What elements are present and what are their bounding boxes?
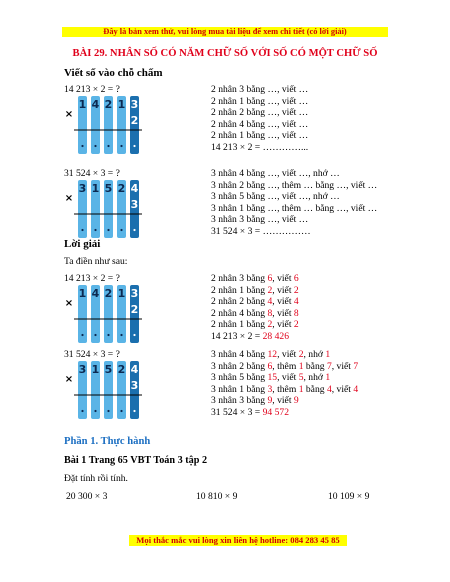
solution1-expression: 14 213 × 2 = ? (64, 273, 120, 284)
multiplication-column-tool-4 (64, 359, 144, 421)
exercise-title: Bài 1 Trang 65 VBT Toán 3 tập 2 (64, 455, 208, 466)
solution2-expression: 31 524 × 3 = ? (64, 349, 120, 360)
section-heading-fill: Viết số vào chỗ chấm (64, 67, 163, 79)
digit: 3 (78, 363, 87, 376)
digit: 5 (104, 363, 113, 376)
multiply-sign-icon: × (64, 298, 74, 309)
digit: 1 (78, 98, 87, 111)
result-line: 31 524 × 3 = 94 572 (211, 406, 289, 418)
digit: 1 (117, 287, 126, 300)
problem1-expression: 14 213 × 2 = ? (64, 84, 120, 95)
preview-banner: Đây là bản xem thử, vui lòng mua tài liệu để xem chi tiết (có lời giải) (62, 27, 388, 37)
step-line: 3 nhân 2 bằng …, thêm … bằng …, viết … (211, 179, 378, 191)
step-line: 2 nhân 3 bằng 6, viết 6 (211, 273, 299, 284)
result-line: 14 213 × 2 = 28 426 (211, 330, 289, 342)
digit: 5 (104, 182, 113, 195)
hotline-banner: Mọi thắc mắc vui lòng xin liên hệ hotline: 084 283 45 85 (129, 535, 347, 546)
multiply-sign-icon: × (64, 374, 74, 385)
step-line: 2 nhân 2 bằng 4, viết 4 (211, 296, 299, 308)
digit: 1 (117, 98, 126, 111)
digit: 3 (130, 379, 139, 392)
step-line: 2 nhân 1 bằng …, viết … (211, 95, 309, 107)
step-line: 3 nhân 5 bằng 15, viết 5, nhớ 1 (211, 372, 331, 384)
step-line: 2 nhân 4 bằng …, viết … (211, 118, 309, 130)
step-line: 3 nhân 1 bằng 3, thêm 1 bằng 4, viết 4 (211, 383, 359, 395)
digit: 2 (104, 287, 113, 300)
result-line: 31 524 × 3 = …………… (211, 225, 311, 237)
step-line: 2 nhân 1 bằng 2, viết 2 (211, 319, 299, 331)
step-line: 2 nhân 2 bằng …, viết … (211, 107, 309, 119)
step-line: 3 nhân 1 bằng …, thêm … bằng …, viết … (211, 202, 378, 214)
digit: 1 (78, 287, 87, 300)
digit: 3 (78, 182, 87, 195)
result-line: 14 213 × 2 = …………... (211, 141, 309, 153)
step-line: 3 nhân 4 bằng 12, viết 2, nhớ 1 (211, 349, 331, 360)
digit: 4 (130, 182, 139, 195)
digit: 3 (130, 98, 139, 111)
problem1-steps (211, 84, 308, 154)
step-line: 3 nhân 3 bằng 9, viết 9 (211, 395, 299, 407)
multiplication-column-tool-2 (64, 178, 144, 240)
digit: 3 (130, 198, 139, 211)
step-line: 3 nhân 4 bằng …, viết …, nhớ … (211, 168, 340, 179)
exercise-item: 20 300 × 3 (66, 491, 108, 502)
exercise-instruction: Đặt tính rồi tính. (64, 473, 128, 484)
solution1-steps (211, 273, 299, 343)
solution-intro: Ta điền như sau: (64, 256, 128, 267)
digit: 2 (117, 363, 126, 376)
practice-heading: Phần 1. Thực hành (64, 436, 151, 447)
digit: 1 (91, 182, 100, 195)
step-line: 3 nhân 5 bằng …, viết …, nhớ … (211, 191, 340, 203)
solution-heading: Lời giải (64, 238, 101, 250)
multiply-sign-icon: × (64, 193, 74, 204)
solution2-steps (211, 349, 358, 419)
multiplication-column-tool-3 (64, 283, 144, 345)
multiply-sign-icon: × (64, 109, 74, 120)
problem2-expression: 31 524 × 3 = ? (64, 168, 120, 179)
digit: 2 (104, 98, 113, 111)
exercise-item: 10 810 × 9 (196, 491, 238, 502)
step-line: 2 nhân 1 bằng 2, viết 2 (211, 284, 299, 296)
digit: 4 (91, 287, 100, 300)
step-line: 2 nhân 1 bằng …, viết … (211, 130, 309, 142)
step-line: 2 nhân 4 bằng 8, viết 8 (211, 307, 299, 319)
problem2-steps (211, 168, 377, 238)
digit: 3 (130, 287, 139, 300)
digit: 1 (91, 363, 100, 376)
digit: 2 (130, 303, 139, 316)
digit: 4 (91, 98, 100, 111)
step-line: 2 nhân 3 bằng …, viết … (211, 84, 309, 95)
step-line: 3 nhân 2 bằng 6, thêm 1 bằng 7, viết 7 (211, 360, 359, 372)
page-title: BÀI 29. NHÂN SỐ CÓ NĂM CHỮ SỐ VỚI SỐ CÓ MỘT CHỮ SỐ (72, 48, 378, 59)
digit: 2 (117, 182, 126, 195)
step-line: 3 nhân 3 bằng …, viết … (211, 214, 309, 226)
multiplication-column-tool-1 (64, 94, 144, 156)
digit: 2 (130, 114, 139, 127)
digit: 4 (130, 363, 139, 376)
exercise-item: 10 109 × 9 (328, 491, 370, 502)
